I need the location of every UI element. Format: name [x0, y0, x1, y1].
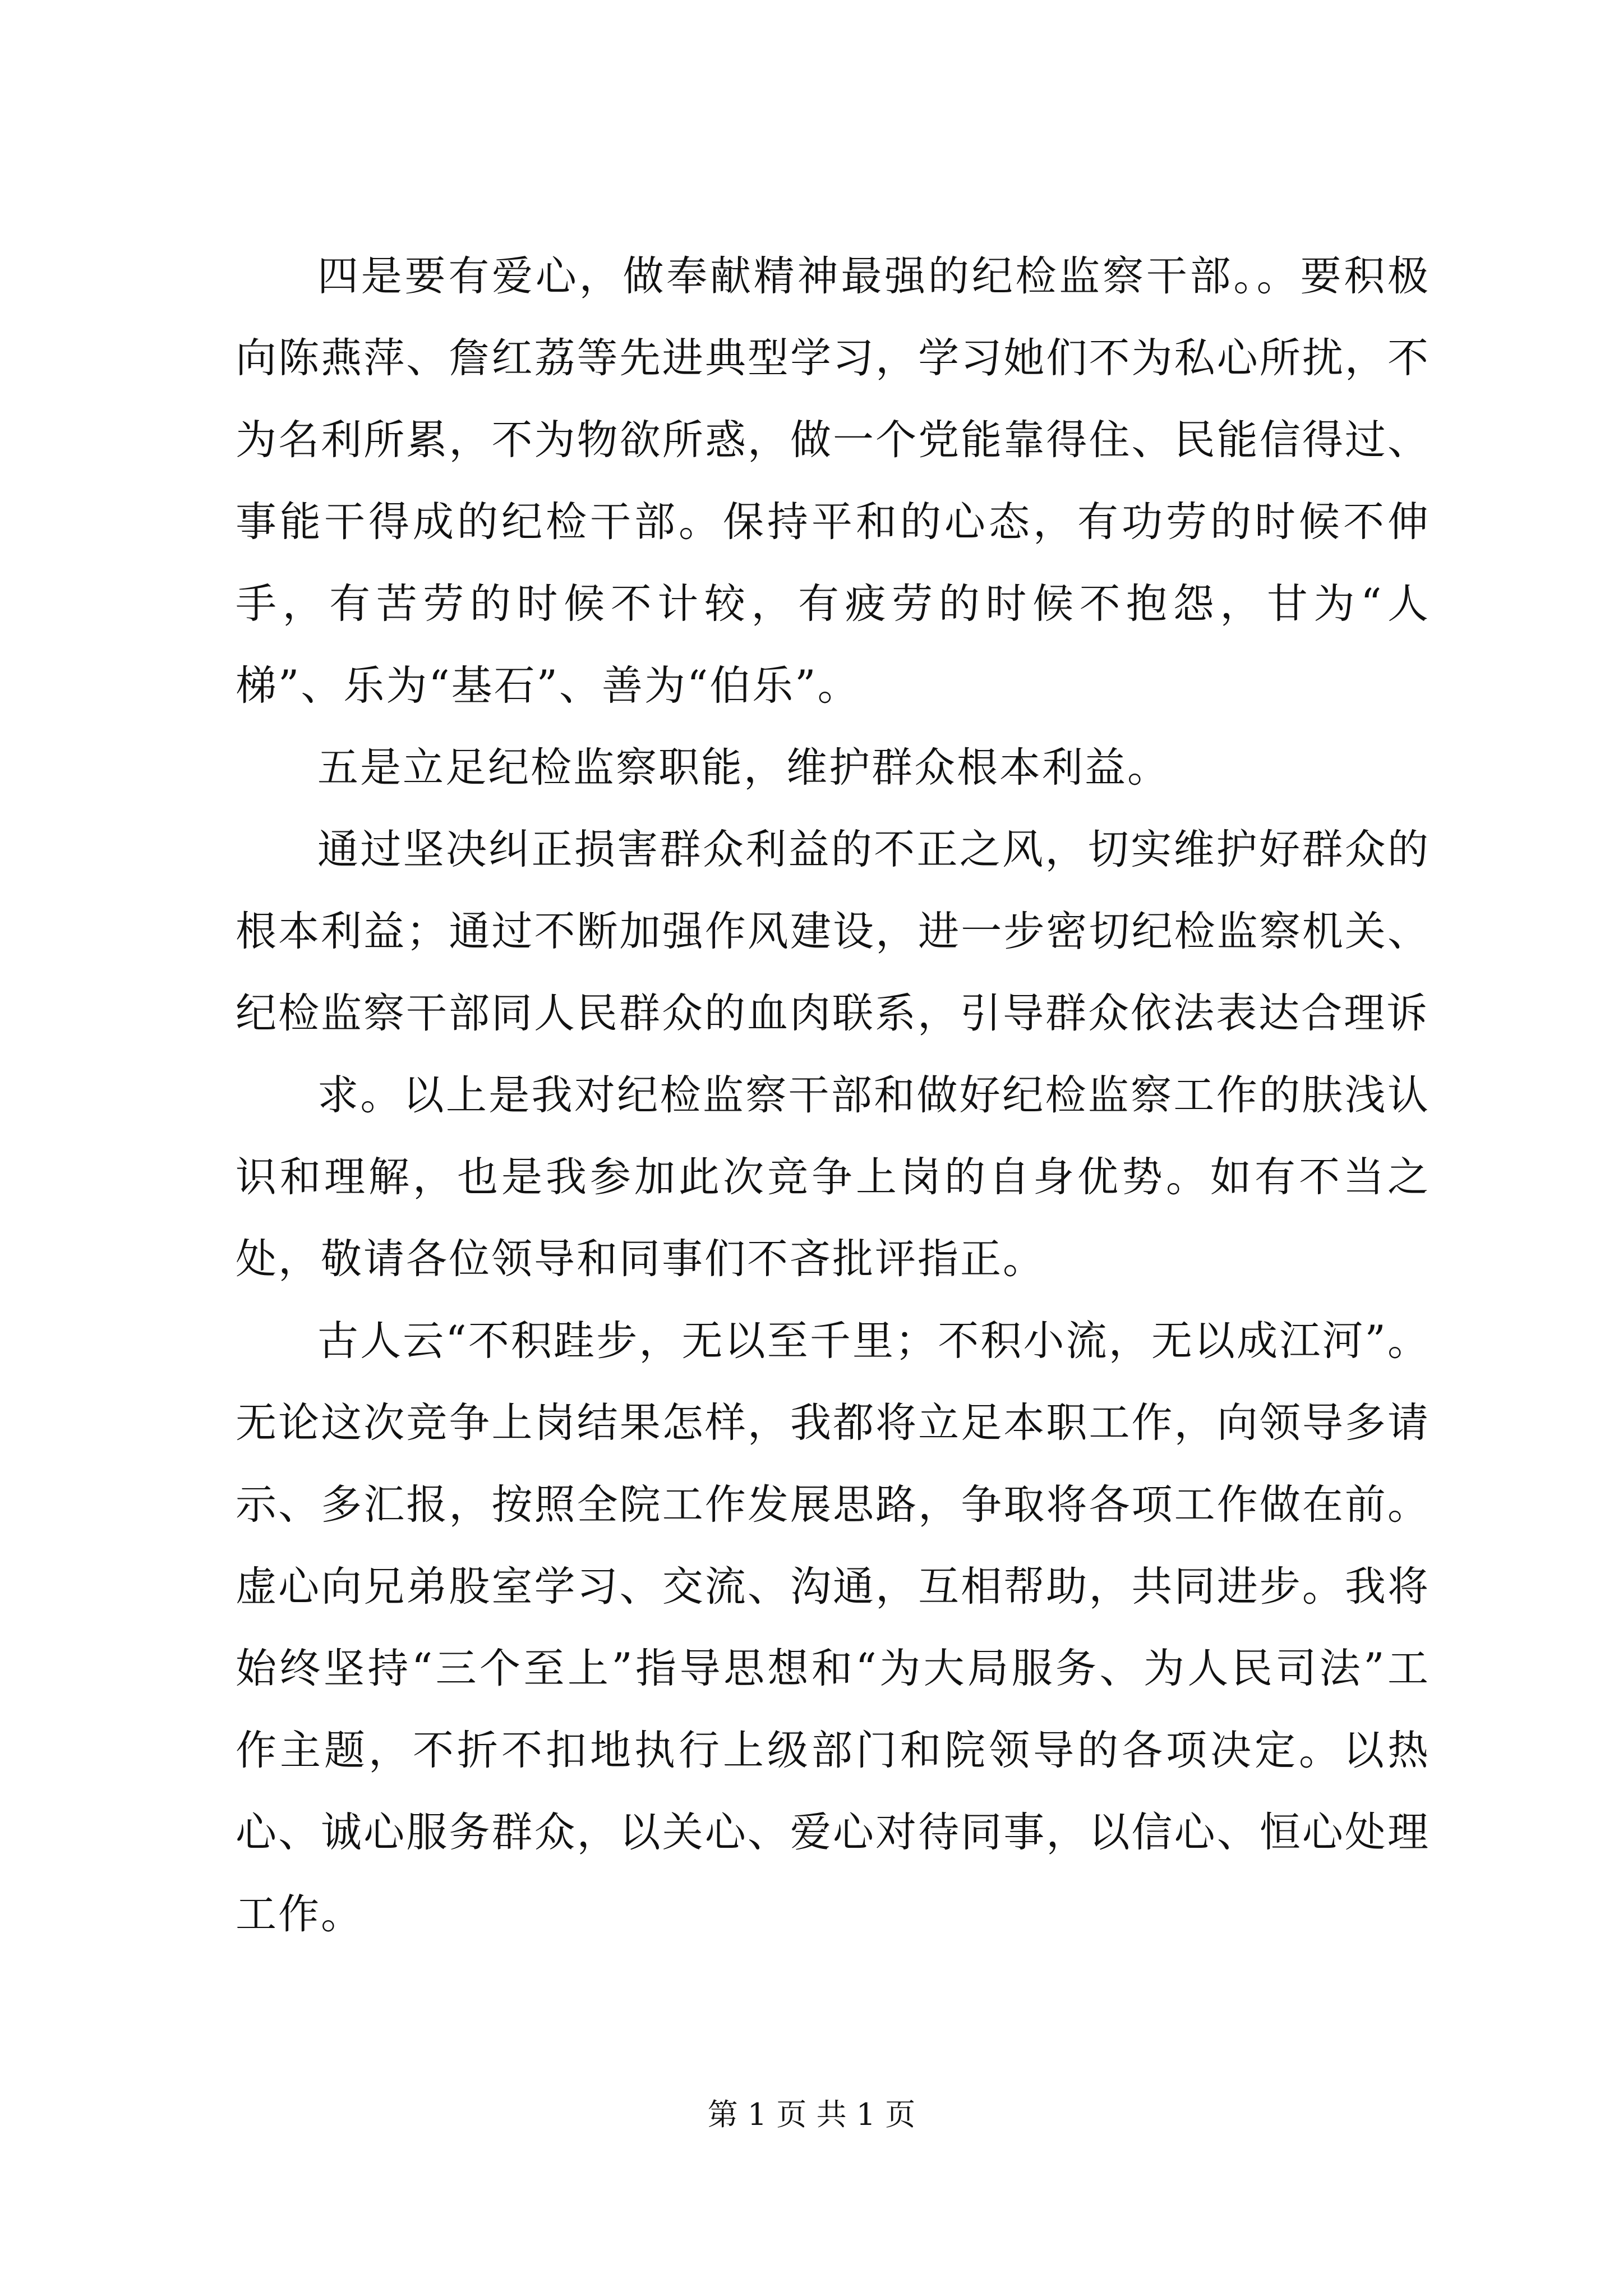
paragraph-dedication: 四是要有爱心，做奉献精神最强的纪检监察干部。。要积极向陈燕萍、詹红荔等先进典型学习，学习她们不为私心所扰，不为名利所累，不为物欲所惑，做一个党能靠得住、民能信得过、事能干得成的纪检干部。保持平和的心态，有功劳的时候不伸手，有苦劳的时候不计较，有疲劳的时候不抱怨，甘为“人梯”、乐为“基石”、善为“伯乐”。: [236, 252, 1430, 710]
paragraph-conclusion: 古人云“不积跬步，无以至千里；不积小流，无以成江河”。无论这次竞争上岗结果怎样，我都将立足本职工作，向领导多请示、多汇报，按照全院工作发展思路，争取将各项工作做在前。虚心向兄弟股室学习、交流、沟通，互相帮助，共同进步。我将始终坚持“三个至上”指导思想和“为大局服务、为人民司法”工作主题，不折不扣地执行上级部门和院领导的各项决定。以热心、诚心服务群众，以关心、爱心对待同事，以信心、恒心处理工作。: [236, 1317, 1430, 1938]
paragraph-heading-five: 五是立足纪检监察职能，维护群众根本利益。: [317, 744, 1170, 792]
paragraph-self-assessment: 求。以上是我对纪检监察干部和做好纪检监察工作的肤浅认识和理解，也是我参加此次竞争上岗的自身优势。如有不当之处，敬请各位领导和同事们不吝批评指正。: [236, 1071, 1430, 1283]
document-body: [236, 236, 1430, 1955]
page-number-footer: 第 1 页 共 1 页: [707, 2097, 916, 2132]
paragraph-mass-interests: 通过坚决纠正损害群众利益的不正之风，切实维护好群众的根本利益；通过不断加强作风建设，进一步密切纪检监察机关、纪检监察干部同人民群众的血肉联系，引导群众依法表达合理诉: [236, 826, 1430, 1037]
